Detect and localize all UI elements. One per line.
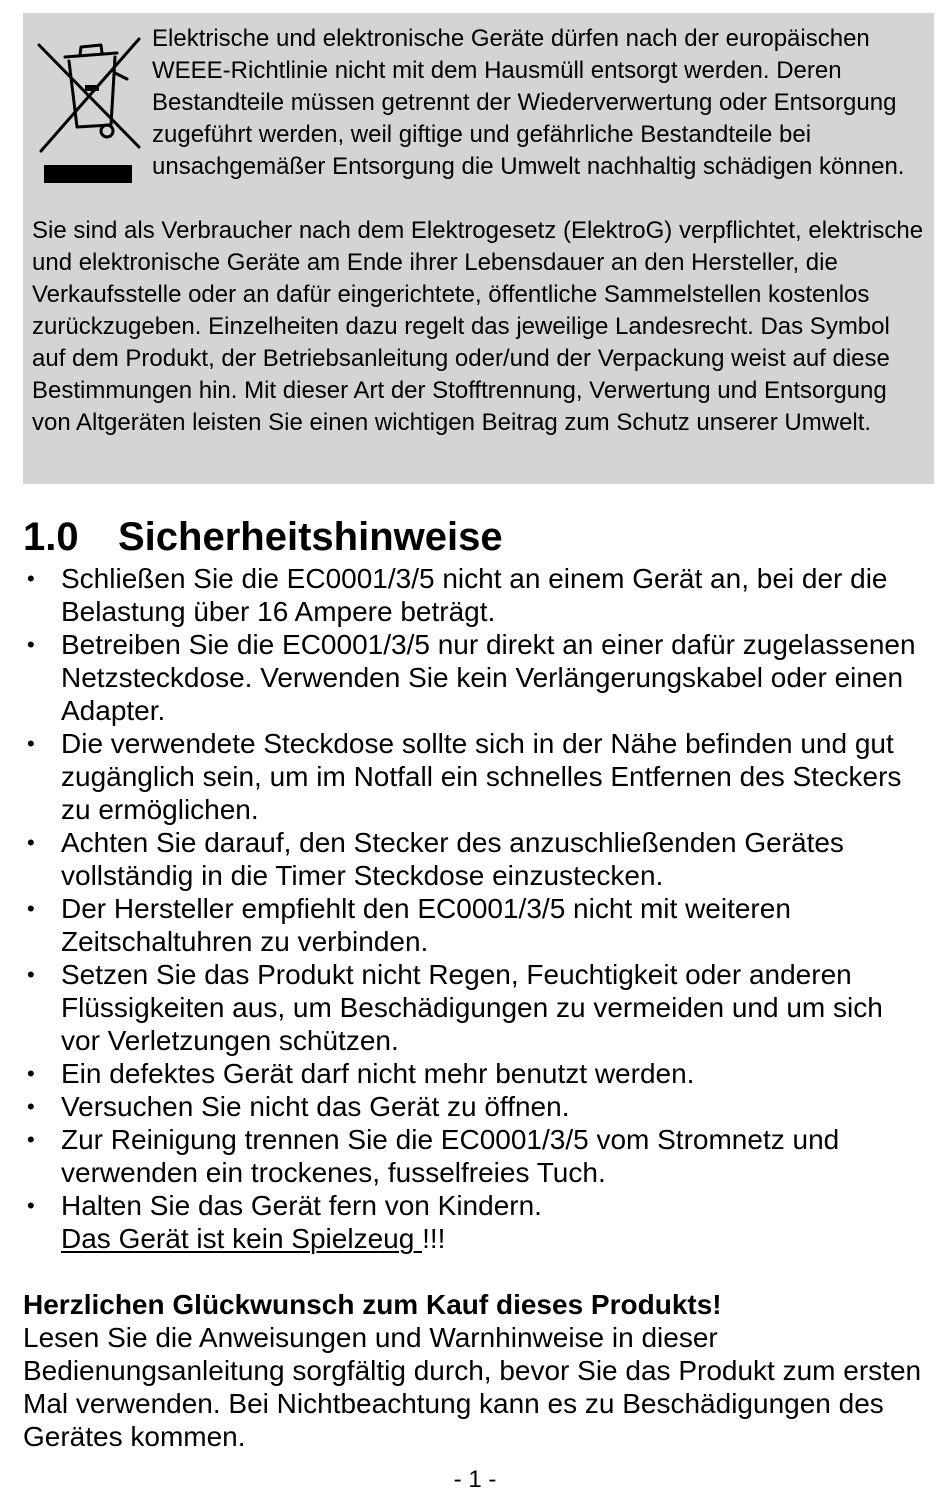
list-item [23, 1090, 928, 1123]
congratulations-paragraph [23, 1288, 928, 1453]
congratulations-body: Lesen Sie die Anweisungen und Warnhinweise in dieser Bedienungsanleitung sorgfältig durch, bevor Sie das Produkt zum ersten Mal verwenden. Bei Nichtbeachtung kann es zu Beschädigungen des Gerätes kommen. [23, 1322, 922, 1452]
list-item [23, 892, 928, 958]
list-item-text: Betreiben Sie die EC0001/3/5 nur direkt an einer dafür zugelassenen Netzsteckdose. Verwenden Sie kein Verlängerungskabel oder einen Adapter. [61, 629, 916, 726]
weee-body-text: Sie sind als Verbraucher nach dem Elektrogesetz (ElektroG) verpflichtet, elektrische und elektronische Geräte am Ende ihrer Lebensdauer an den Hersteller, die Verkaufsstelle oder an dafür eingerichtete, öffentliche Sammelstellen kostenlos zurückzugeben. Einzelheiten dazu regelt das jeweilige Landesrecht. Das Symbol auf dem Produkt, der Betriebsanleitung oder/und der Verpackung weist auf diese Bestimmungen hin. Mit dieser Art der Stofftrennung, Verwertung und Entsorgung von Altgeräten leisten Sie einen wichtigen Beitrag zum Schutz unserer Umwelt. [32, 217, 924, 436]
weee-intro-text: Elektrische und elektronische Geräte dürfen nach der europäischen WEEE-Richtlinie nicht mit dem Hausmüll entsorgt werden. Deren Bestandteile müssen getrennt der Wiederverwertung oder Entsorgung zugeführt werden, weil giftige und gefährliche Bestandteile bei unsachgemäßer Entsorgung die Umwelt nachhaltig schädigen können. [152, 25, 905, 180]
section-number: 1.0 [23, 515, 79, 559]
list-item [23, 1123, 928, 1189]
no-toy-warning: Das Gerät ist kein Spielzeug [61, 1223, 423, 1254]
list-item-text: Halten Sie das Gerät fern von Kindern. [61, 1190, 542, 1221]
weee-black-bar [44, 165, 132, 183]
list-item [23, 727, 928, 826]
no-toy-warning-suffix: !!! [422, 1223, 446, 1254]
list-item [23, 1189, 928, 1255]
bullet: • [27, 632, 35, 657]
bullet: • [27, 830, 35, 855]
bullet: • [27, 962, 35, 987]
list-item [23, 826, 928, 892]
list-item-text: Versuchen Sie nicht das Gerät zu öffnen. [61, 1091, 570, 1122]
section-title: Sicherheitshinweise [118, 515, 503, 559]
bullet: • [27, 1094, 35, 1119]
list-item [23, 958, 928, 1057]
crossed-out-wheelie-bin-icon [35, 27, 145, 159]
bullet: • [27, 1127, 35, 1152]
list-item [23, 562, 928, 628]
weee-notice-box [23, 13, 934, 484]
list-item-text: Achten Sie darauf, den Stecker des anzuschließenden Gerätes vollständig in die Timer Steckdose einzustecken. [61, 827, 844, 891]
safety-list [23, 562, 928, 1255]
list-item-text: Der Hersteller empfiehlt den EC0001/3/5 nicht mit weiteren Zeitschaltuhren zu verbinden. [61, 893, 791, 957]
list-item [23, 628, 928, 727]
list-item-text: Schließen Sie die EC0001/3/5 nicht an einem Gerät an, bei der die Belastung über 16 Ampere beträgt. [61, 563, 888, 627]
congratulations-heading: Herzlichen Glückwunsch zum Kauf dieses Produkts! [23, 1289, 722, 1320]
bullet: • [27, 1193, 35, 1218]
list-item-text: Zur Reinigung trennen Sie die EC0001/3/5 vom Stromnetz und verwenden ein trockenes, fusselfreies Tuch. [61, 1124, 840, 1188]
section-heading [23, 513, 503, 561]
bullet: • [27, 731, 35, 756]
bullet: • [27, 1061, 35, 1086]
list-item-text: Setzen Sie das Produkt nicht Regen, Feuchtigkeit oder anderen Flüssigkeiten aus, um Beschädigungen zu vermeiden und um sich vor Verletzungen schützen. [61, 959, 883, 1056]
page-number: - 1 - [453, 1466, 497, 1493]
list-item-text: Ein defektes Gerät darf nicht mehr benutzt werden. [61, 1058, 695, 1089]
bullet: • [27, 566, 35, 591]
list-item [23, 1057, 928, 1090]
bullet: • [27, 896, 35, 921]
list-item-text: Die verwendete Steckdose sollte sich in der Nähe befinden und gut zugänglich sein, um im Notfall ein schnelles Entfernen des Steckers zu ermöglichen. [61, 728, 902, 825]
